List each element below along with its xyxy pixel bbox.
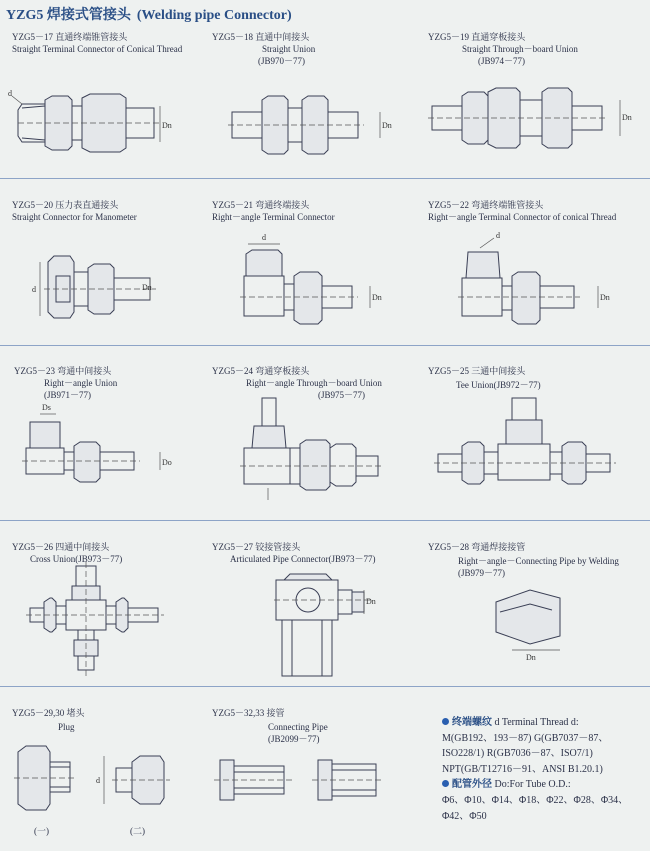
- item-en: Right－angle－Connecting Pipe by Welding: [458, 556, 619, 566]
- svg-text:Dn: Dn: [372, 293, 382, 302]
- bullet-icon: [442, 780, 449, 787]
- item-std: (JB971－77): [44, 390, 91, 400]
- title-en: (Welding pipe Connector): [136, 8, 292, 23]
- od-en: Do:For Tube O.D.:: [492, 779, 571, 791]
- svg-text:Dn: Dn: [142, 283, 152, 292]
- thread-en: d Terminal Thread d:: [492, 717, 579, 728]
- bullet-icon: [442, 718, 449, 725]
- item-en: Right－angle Through－board Union: [246, 378, 382, 388]
- item-en: Right－angle Terminal Connector of conical Thread: [428, 212, 617, 222]
- item-std: (JB979－77): [458, 568, 505, 578]
- item-code: YZG5－24 弯通穿板接头: [212, 366, 310, 376]
- svg-text:Ds: Ds: [42, 403, 51, 412]
- item-en: Plug: [58, 722, 75, 732]
- item-en: Tee Union(JB972－77): [456, 380, 541, 390]
- item-std: (JB2099－77): [268, 734, 320, 744]
- item-code: YZG5－22 弯通终端锥管接头: [428, 200, 544, 210]
- item-en: Connecting Pipe: [268, 722, 328, 732]
- item-en: Straight Through－board Union: [462, 44, 578, 54]
- plug-label-two: (二): [130, 826, 145, 836]
- thread-line: ISO228/1) R(GB7036－87、ISO7/1): [442, 748, 593, 760]
- item-en: Right－angle Union: [44, 378, 118, 388]
- item-code: YZG5－28 弯通焊接接管: [428, 542, 526, 552]
- svg-text:d: d: [8, 89, 12, 98]
- item-en: Right－angle Terminal Connector: [212, 212, 335, 222]
- item-en: Articulated Pipe Connector(JB973－77): [230, 554, 376, 564]
- item-code: YZG5－18 直通中间接头: [212, 32, 310, 42]
- svg-text:d: d: [262, 233, 266, 242]
- item-code: YZG5－32,33 接管: [212, 708, 285, 718]
- plug-label-one: (一): [34, 826, 49, 836]
- item-code: YZG5－27 铰接管接头: [212, 542, 301, 552]
- svg-text:Dn: Dn: [366, 597, 376, 606]
- item-code: YZG5－19 直通穿板接头: [428, 32, 526, 42]
- od-line: Φ42、Φ50: [442, 810, 487, 822]
- svg-text:d: d: [32, 285, 36, 294]
- svg-text:Do: Do: [162, 458, 172, 467]
- svg-text:Dn: Dn: [382, 121, 392, 130]
- item-code: YZG5－17 直通终端锥管接头: [12, 32, 128, 42]
- od-line: Φ6、Φ10、Φ14、Φ18、Φ22、Φ28、Φ34、: [442, 794, 629, 806]
- svg-text:d: d: [96, 776, 100, 785]
- item-code: YZG5－21 弯通终端接头: [212, 200, 310, 210]
- item-code: YZG5－23 弯通中间接头: [14, 366, 112, 376]
- thread-line: M(GB192、193－87) G(GB7037－87、: [442, 732, 609, 744]
- item-en: Straight Connector for Manometer: [12, 212, 137, 222]
- svg-text:d: d: [496, 231, 500, 240]
- item-std: (JB975－77): [318, 390, 365, 400]
- svg-text:Dn: Dn: [600, 293, 610, 302]
- svg-text:Dn: Dn: [162, 121, 172, 130]
- svg-text:Dn: Dn: [526, 653, 536, 662]
- item-en: Straight Terminal Connector of Conical Thread: [12, 44, 183, 54]
- svg-text:Dn: Dn: [622, 113, 632, 122]
- od-head: 配管外径: [452, 779, 492, 791]
- title-cn: YZG5 焊接式管接头: [6, 8, 131, 23]
- item-code: YZG5－29,30 堵头: [12, 708, 85, 718]
- item-std: (JB970－77): [258, 56, 305, 66]
- item-std: (JB974－77): [478, 56, 525, 66]
- item-code: YZG5－26 四通中间接头: [12, 542, 110, 552]
- item-code: YZG5－25 三通中间接头: [428, 366, 526, 376]
- item-en: Cross Union(JB973－77): [30, 554, 123, 564]
- item-code: YZG5－20 压力表直通接头: [12, 200, 119, 210]
- thread-line: NPT(GB/T12716－91、ANSI B1.20.1): [442, 763, 603, 775]
- thread-head: 终端螺纹: [452, 717, 492, 728]
- thread-spec: [442, 715, 647, 824]
- item-en: Straight Union: [262, 44, 316, 54]
